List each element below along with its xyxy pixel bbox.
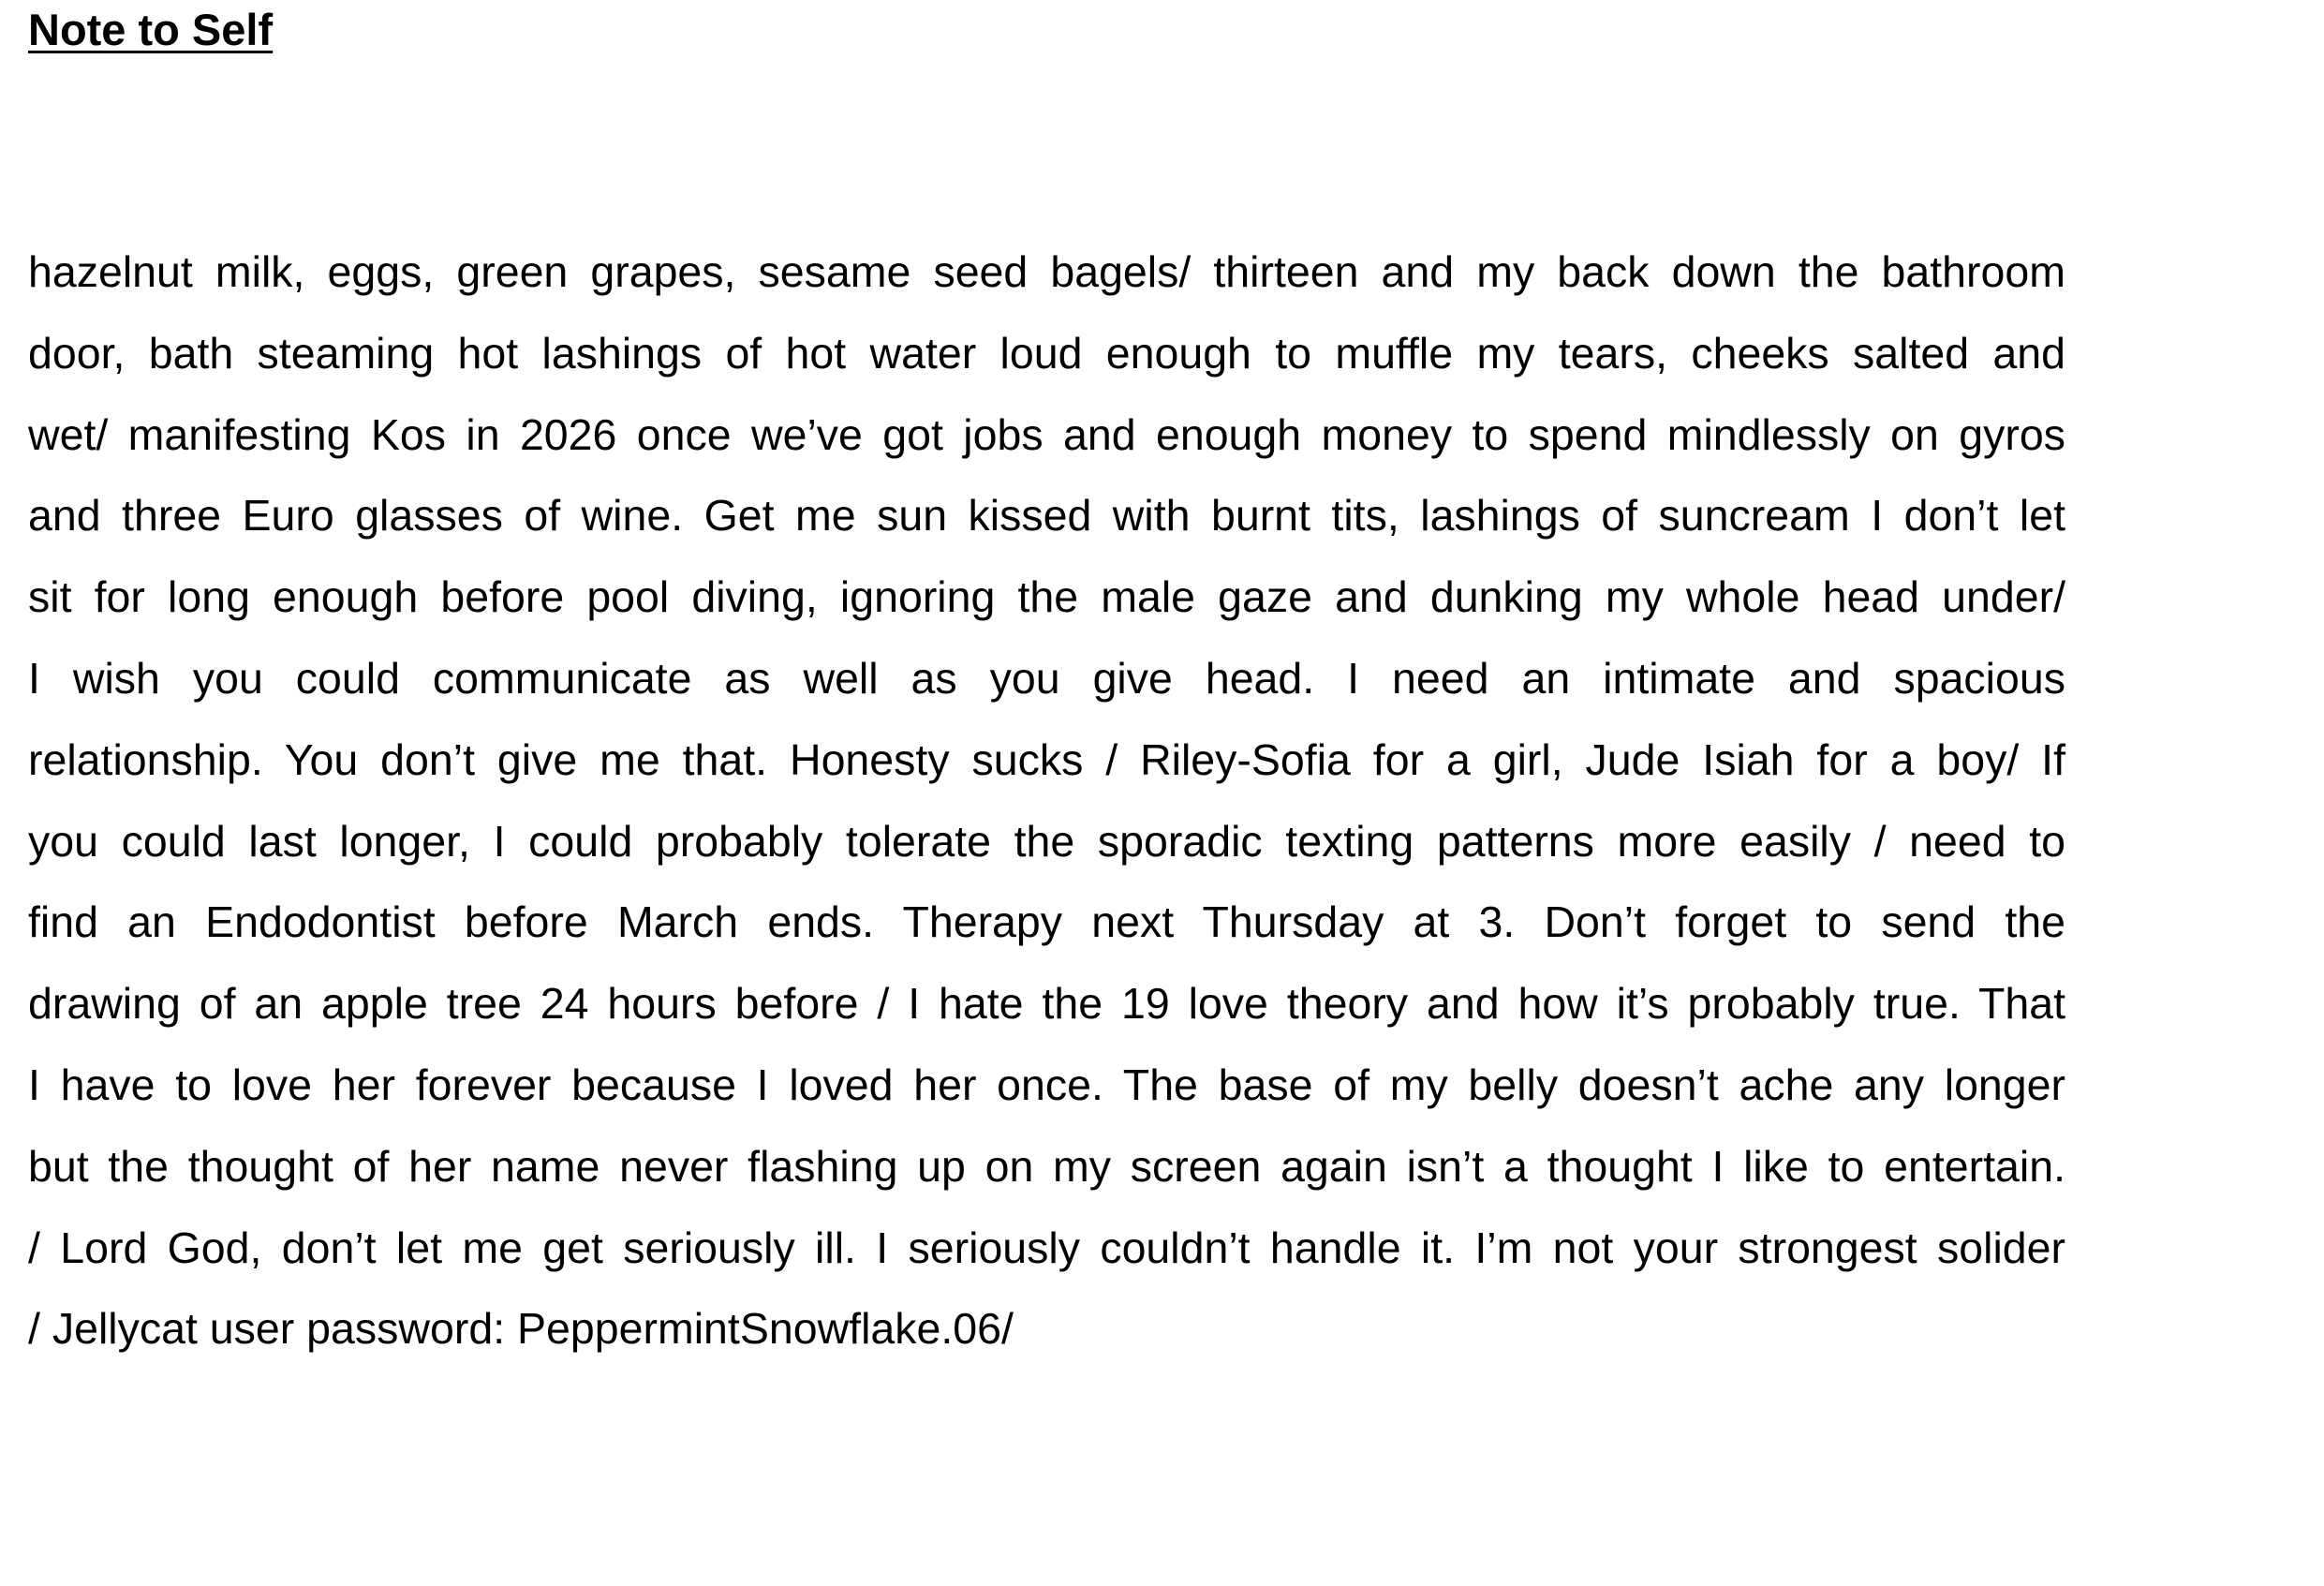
body-line: I have to love her forever because I loved her once. The base of my belly doesn’t ache any longer (28, 1060, 2065, 1109)
body-line: you could last longer, I could probably tolerate the sporadic texting patterns more easily / need to (28, 816, 2065, 866)
body-line: but the thought of her name never flashing up on my screen again isn’t a thought I like to entertain. (28, 1141, 2065, 1191)
body-line: sit for long enough before pool diving, ignoring the male gaze and dunking my whole head under/ (28, 572, 2065, 622)
body-line: / Jellycat user password: PeppermintSnowflake.06/ (28, 1304, 1014, 1354)
body-line: I wish you could communicate as well as you give head. I need an intimate and spacious (28, 653, 2065, 703)
body-line: / Lord God, don’t let me get seriously ill. I seriously couldn’t handle it. I’m not your strongest solider (28, 1223, 2065, 1272)
body-line: drawing of an apple tree 24 hours before / I hate the 19 love theory and how it’s probably true. That (28, 979, 2065, 1029)
body-line: find an Endodontist before March ends. Therapy next Thursday at 3. Don’t forget to send the (28, 897, 2065, 947)
body-line: door, bath steaming hot lashings of hot water loud enough to muffle my tears, cheeks salted and (28, 328, 2065, 378)
body-line: relationship. You don’t give me that. Honesty sucks / Riley-Sofia for a girl, Jude Isiah for a boy/ If (28, 734, 2065, 784)
body-line: hazelnut milk, eggs, green grapes, sesame seed bagels/ thirteen and my back down the bathroom (28, 247, 2065, 296)
document-body (28, 245, 2065, 1384)
body-line: wet/ manifesting Kos in 2026 once we’ve got jobs and enough money to spend mindlessly on gyros (28, 409, 2065, 459)
document-title: Note to Self (28, 5, 274, 54)
body-line: and three Euro glasses of wine. Get me sun kissed with burnt tits, lashings of suncream I don’t let (28, 491, 2065, 541)
